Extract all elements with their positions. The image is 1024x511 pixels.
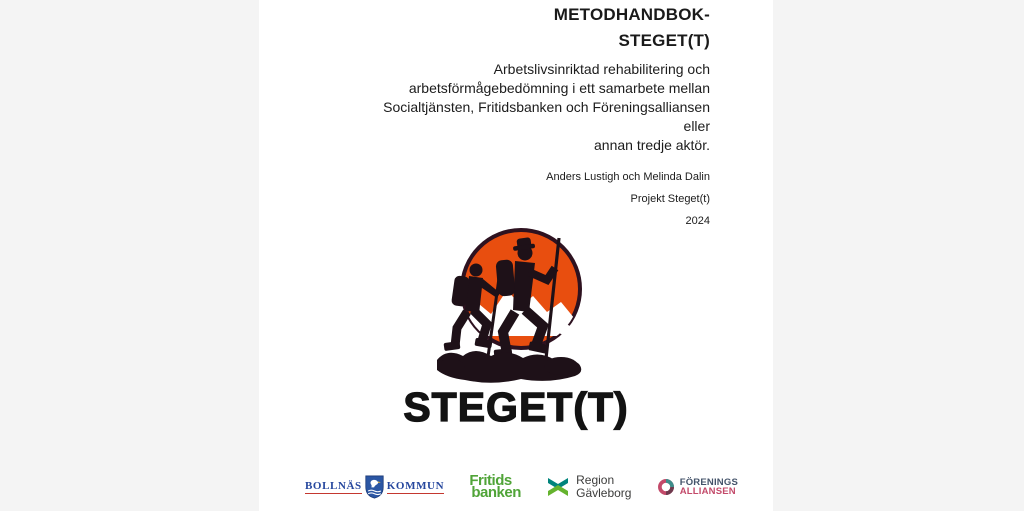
- fritidsbanken-logo: [469, 472, 521, 501]
- foreningsalliansen-name: [680, 478, 738, 497]
- ring-swirl-icon: [657, 478, 675, 496]
- year: 2024: [685, 215, 710, 227]
- fritidsbanken-line2: banken: [471, 484, 521, 501]
- title-line-2: STEGET(T): [618, 31, 710, 50]
- bollnas-kommun-logo: [305, 475, 444, 499]
- document-page: [259, 0, 773, 511]
- alliansen-line1: FÖRENINGS: [679, 476, 738, 488]
- region-gavleborg-logo: [546, 474, 631, 500]
- project-name: Projekt Steget(t): [630, 193, 710, 205]
- subtitle-line: Arbetslivsinriktad rehabilitering och: [493, 61, 710, 77]
- municipal-crest-shield-icon: [365, 475, 384, 499]
- fritidsbanken-line1: Fritids: [469, 472, 512, 489]
- crossed-waves-icon: [546, 475, 570, 499]
- steget-wordmark: STEGET(T): [403, 384, 629, 430]
- page-title: [350, 2, 710, 54]
- hikers-on-mountain-icon: [421, 226, 611, 388]
- subtitle-line: annan tredje aktör.: [594, 137, 710, 153]
- authors: Anders Lustigh och Melinda Dalin: [546, 171, 710, 183]
- region-gavleborg-name: [576, 474, 631, 500]
- title-block: [350, 0, 710, 155]
- alliansen-line2: ALLIANSEN: [679, 486, 736, 497]
- subtitle-line: arbetsförmågebedömning i ett samarbete mellan: [408, 80, 710, 96]
- author-block: [546, 166, 710, 232]
- region-line1: Region: [576, 473, 615, 487]
- subtitle-line: Socialtjänsten, Fritidsbanken och Föreningsalliansen eller: [383, 99, 710, 134]
- title-line-1: METODHANDBOK-: [553, 5, 710, 24]
- bollnas-name-left: BOLLNÄS: [305, 480, 362, 492]
- foreningsalliansen-logo: [657, 478, 738, 497]
- page-subtitle: [370, 60, 710, 155]
- bollnas-name-right: KOMMUN: [386, 480, 445, 492]
- steget-logo-block: [366, 226, 666, 431]
- partner-logos-row: [305, 464, 738, 510]
- region-line2: Gävleborg: [576, 486, 632, 500]
